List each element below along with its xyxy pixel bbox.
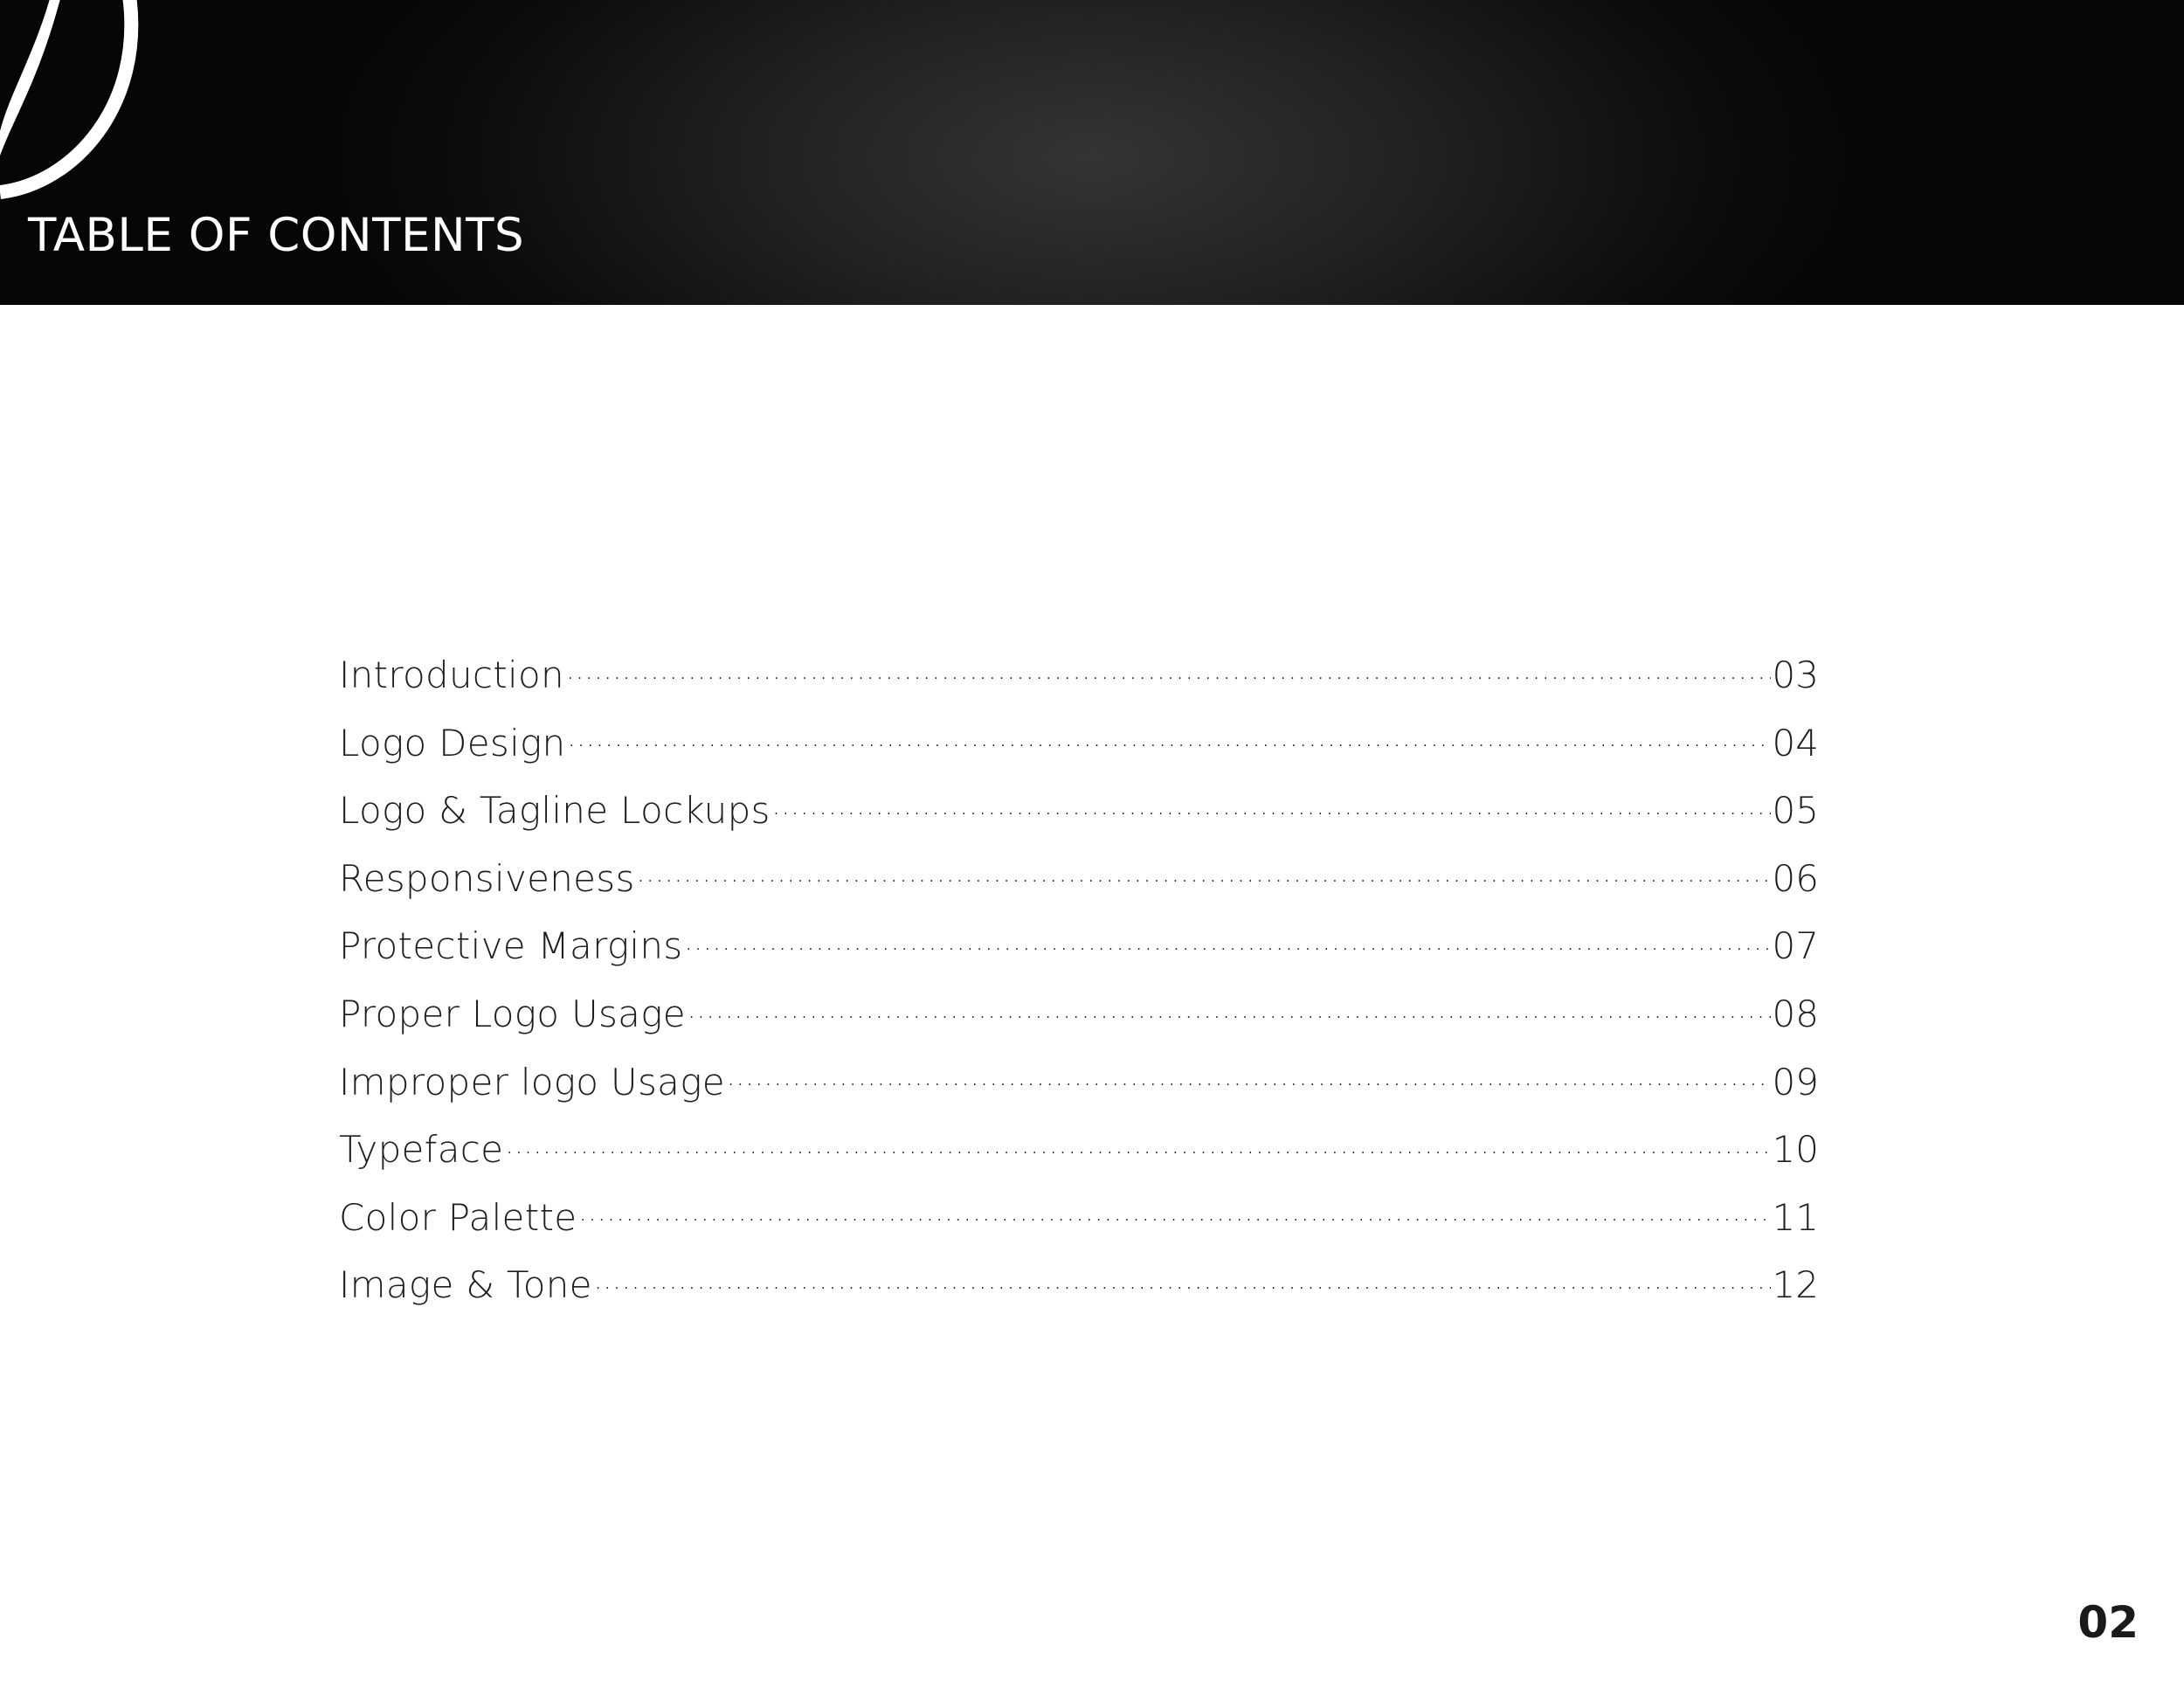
toc-entry-label: Proper Logo Usage [339,992,686,1035]
toc-dot-leader [637,854,1771,891]
toc-entry-page: 10 [1772,1128,1819,1172]
toc-dot-leader [772,786,1771,823]
logo-swoosh-graphic [0,0,175,210]
toc-entry-logo-tagline-lockups[interactable] [339,786,1819,854]
toc-entry-page: 07 [1772,924,1819,968]
toc-entry-protective-margins[interactable] [339,922,1819,990]
toc-entry-page: 04 [1772,721,1819,764]
toc-entry-label: Responsiveness [339,856,635,900]
toc-entry-color-palette[interactable] [339,1193,1819,1262]
toc-entry-page: 06 [1772,856,1819,900]
toc-entry-page: 09 [1772,1060,1819,1103]
toc-entry-label: Protective Margins [339,924,683,968]
header-banner [0,0,2184,305]
toc-entry-label: Typeface [339,1128,504,1172]
table-of-contents [339,651,1819,1329]
toc-dot-leader [578,1193,1770,1230]
toc-entry-page: 08 [1772,992,1819,1035]
toc-entry-introduction[interactable] [339,651,1819,719]
toc-entry-proper-logo-usage[interactable] [339,990,1819,1058]
toc-entry-page: 11 [1772,1195,1819,1239]
toc-dot-leader [688,990,1771,1027]
toc-dot-leader [685,922,1771,958]
toc-dot-leader [567,719,1770,756]
toc-entry-improper-logo-usage[interactable] [339,1058,1819,1126]
toc-dot-leader [727,1058,1771,1095]
toc-entry-label: Color Palette [339,1195,577,1239]
toc-entry-label: Logo & Tagline Lockups [339,789,771,833]
page-number: 02 [2077,1597,2139,1648]
toc-entry-label: Image & Tone [339,1263,592,1307]
toc-entry-label: Logo Design [339,721,566,764]
toc-entry-page: 03 [1772,654,1819,696]
toc-entry-label: Improper logo Usage [339,1060,725,1103]
page-title: TABLE OF CONTENTS [28,209,525,262]
toc-entry-image-tone[interactable] [339,1261,1819,1329]
toc-entry-responsiveness[interactable] [339,854,1819,923]
toc-entry-label: Introduction [339,654,564,696]
toc-entry-logo-design[interactable] [339,719,1819,787]
toc-dot-leader [594,1261,1771,1297]
toc-entry-page: 05 [1772,789,1819,833]
toc-dot-leader [566,651,1771,688]
toc-entry-page: 12 [1772,1263,1819,1307]
toc-dot-leader [505,1125,1770,1162]
toc-entry-typeface[interactable] [339,1125,1819,1193]
